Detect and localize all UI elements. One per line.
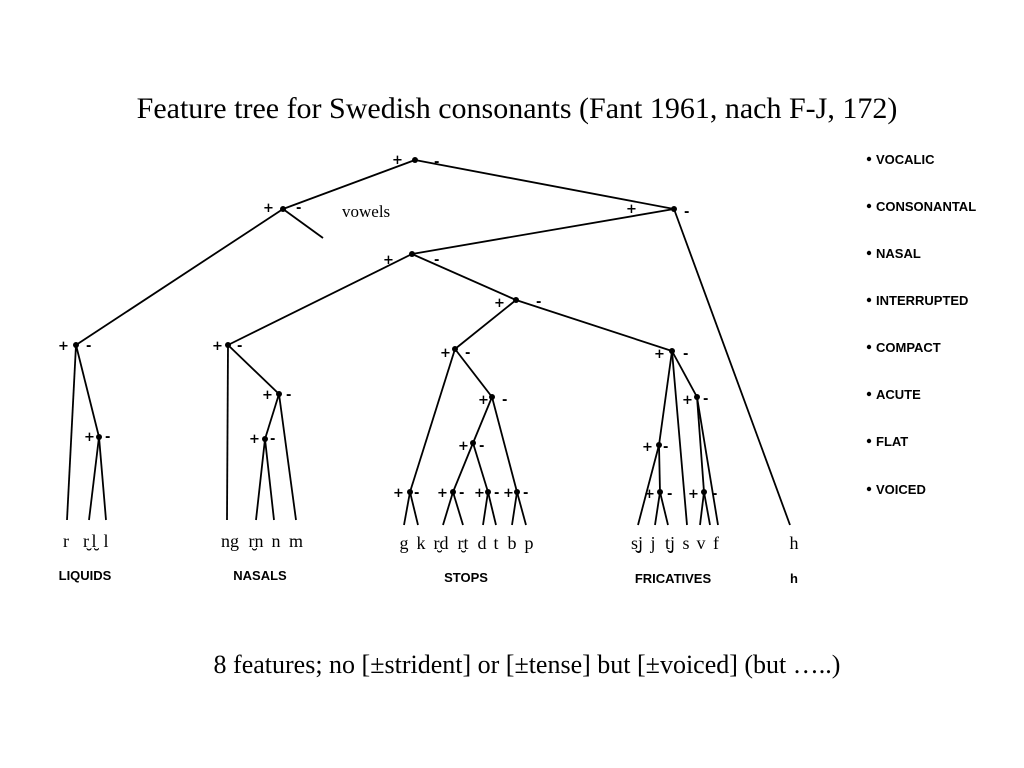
tree-node <box>225 342 231 348</box>
group-labels <box>59 568 798 586</box>
plus-sign: + <box>474 486 485 501</box>
tree-node <box>450 489 456 495</box>
plus-sign: + <box>503 486 514 501</box>
segment-label: g <box>399 533 409 553</box>
plus-sign: + <box>393 486 404 501</box>
minus-sign: - <box>667 487 673 502</box>
plus-sign: + <box>642 440 653 455</box>
segment-label: f <box>713 533 719 553</box>
segment-label: m <box>288 531 304 551</box>
minus-sign: - <box>237 339 243 354</box>
segment-label: n <box>271 531 281 551</box>
slide-title: Feature tree for Swedish consonants (Fant 1961, nach F-J, 172) <box>136 92 898 125</box>
edge <box>227 345 228 520</box>
group-label-h: h <box>790 571 798 586</box>
edge <box>455 300 516 349</box>
segment-label: r̮n <box>248 531 264 551</box>
minus-sign: - <box>270 432 276 447</box>
tree-node <box>669 348 675 354</box>
edge <box>672 351 687 525</box>
legend-bullet <box>867 251 871 255</box>
segment-label: r̮t <box>457 533 469 553</box>
feature-legend <box>867 152 976 497</box>
tree-node <box>701 489 707 495</box>
tree-node <box>276 391 282 397</box>
segment-label: v <box>696 533 706 553</box>
tree-node <box>280 206 286 212</box>
edge <box>404 492 410 525</box>
edge <box>89 437 99 520</box>
group-label-nasals: NASALS <box>233 568 287 583</box>
segment-label: l̮ <box>91 531 97 551</box>
tree-node <box>262 436 268 442</box>
plus-sign: + <box>84 430 95 445</box>
vowels-label: vowels <box>342 202 391 221</box>
segment-label: ng <box>221 531 239 551</box>
tree-node <box>407 489 413 495</box>
plus-sign: + <box>437 486 448 501</box>
legend-item-flat: FLAT <box>876 434 909 449</box>
minus-sign: - <box>712 487 718 502</box>
segment-label: r̮d <box>433 533 449 553</box>
edge <box>283 209 323 238</box>
legend-bullet <box>867 487 871 491</box>
minus-sign: - <box>459 486 465 501</box>
plus-sign: + <box>440 346 451 361</box>
minus-sign: - <box>86 339 92 354</box>
segment-label: k <box>416 533 426 553</box>
plus-sign: + <box>494 296 505 311</box>
segment-label: t̮j <box>664 533 676 553</box>
edge <box>638 445 659 525</box>
edge <box>492 397 517 492</box>
legend-bullet <box>867 439 871 443</box>
segment-label: r̮ <box>83 531 89 551</box>
legend-bullet <box>867 392 871 396</box>
tree-node <box>470 440 476 446</box>
edge <box>279 394 296 520</box>
minus-sign: - <box>105 430 111 445</box>
plus-sign: + <box>478 393 489 408</box>
edge <box>455 349 492 397</box>
legend-bullet <box>867 345 871 349</box>
legend-item-vocalic: VOCALIC <box>876 152 935 167</box>
tree-node <box>513 297 519 303</box>
plus-sign: + <box>263 201 274 216</box>
legend-item-interrupted: INTERRUPTED <box>876 293 969 308</box>
edge <box>76 209 283 345</box>
tree-node <box>73 342 79 348</box>
segment-label: l <box>103 531 109 551</box>
minus-sign: - <box>286 388 292 403</box>
minus-sign: - <box>434 155 440 170</box>
tree-node <box>656 442 662 448</box>
plus-sign: + <box>212 339 223 354</box>
minus-sign: - <box>296 201 302 216</box>
edge <box>697 397 704 492</box>
segment-label: d <box>477 533 487 553</box>
plus-sign: + <box>392 153 403 168</box>
plus-sign: + <box>458 439 469 454</box>
plus-sign: + <box>58 339 69 354</box>
legend-item-consonantal: CONSONANTAL <box>876 199 977 214</box>
tree-node <box>96 434 102 440</box>
legend-item-voiced: VOICED <box>876 482 926 497</box>
slide-footer-note: 8 features; no [±strident] or [±tense] but [±voiced] (but …..) <box>213 650 841 679</box>
group-label-liquids: LIQUIDS <box>58 568 112 583</box>
minus-sign: - <box>523 486 529 501</box>
plus-sign: + <box>682 393 693 408</box>
segment-label: j <box>650 533 656 553</box>
segment-label: h <box>789 533 799 553</box>
plus-sign: + <box>262 388 273 403</box>
legend-item-nasal: NASAL <box>876 246 921 261</box>
minus-sign: - <box>663 440 669 455</box>
plus-sign: + <box>626 202 637 217</box>
tree-node <box>485 489 491 495</box>
minus-sign: - <box>502 393 508 408</box>
legend-bullet <box>867 298 871 302</box>
edge <box>228 345 279 394</box>
tree-node <box>452 346 458 352</box>
segment-label: r <box>63 531 69 551</box>
minus-sign: - <box>414 486 420 501</box>
segment-label: b <box>507 533 517 553</box>
edge <box>99 437 106 520</box>
segment-label: t <box>493 533 499 553</box>
minus-sign: - <box>703 392 709 407</box>
segment-label: s̮j <box>630 533 644 553</box>
tree-node <box>412 157 418 163</box>
minus-sign: - <box>536 295 542 310</box>
tree-node <box>409 251 415 257</box>
legend-item-acute: ACUTE <box>876 387 921 402</box>
edge <box>410 349 455 492</box>
segment-label: p <box>524 533 534 553</box>
segment-labels <box>63 531 799 554</box>
tree-node <box>671 206 677 212</box>
plus-sign: + <box>654 347 665 362</box>
minus-sign: - <box>683 347 689 362</box>
edge <box>265 439 274 520</box>
edge <box>659 351 672 445</box>
edge <box>700 492 704 525</box>
plus-sign: + <box>383 253 394 268</box>
tree-node <box>514 489 520 495</box>
group-label-fricatives: FRICATIVES <box>634 571 712 586</box>
legend-bullet <box>867 157 871 161</box>
edge <box>697 397 718 525</box>
legend-bullet <box>867 204 871 208</box>
minus-sign: - <box>434 253 440 268</box>
minus-sign: - <box>465 346 471 361</box>
minus-sign: - <box>494 486 500 501</box>
edge <box>704 492 710 525</box>
tree-node <box>657 489 663 495</box>
segment-label: s <box>682 533 690 553</box>
tree-node <box>694 394 700 400</box>
edge <box>67 345 76 520</box>
edge <box>655 492 660 525</box>
minus-sign: - <box>684 205 690 220</box>
edge <box>256 439 265 520</box>
plus-sign: + <box>644 487 655 502</box>
edge <box>674 209 790 525</box>
minus-sign: - <box>479 439 485 454</box>
plus-sign: + <box>688 487 699 502</box>
group-label-stops: STOPS <box>444 570 488 585</box>
edge <box>412 254 516 300</box>
edge <box>76 345 99 437</box>
legend-item-compact: COMPACT <box>876 340 941 355</box>
plus-sign: + <box>249 432 260 447</box>
edge <box>659 445 660 492</box>
tree-edges <box>67 160 790 525</box>
tree-node <box>489 394 495 400</box>
